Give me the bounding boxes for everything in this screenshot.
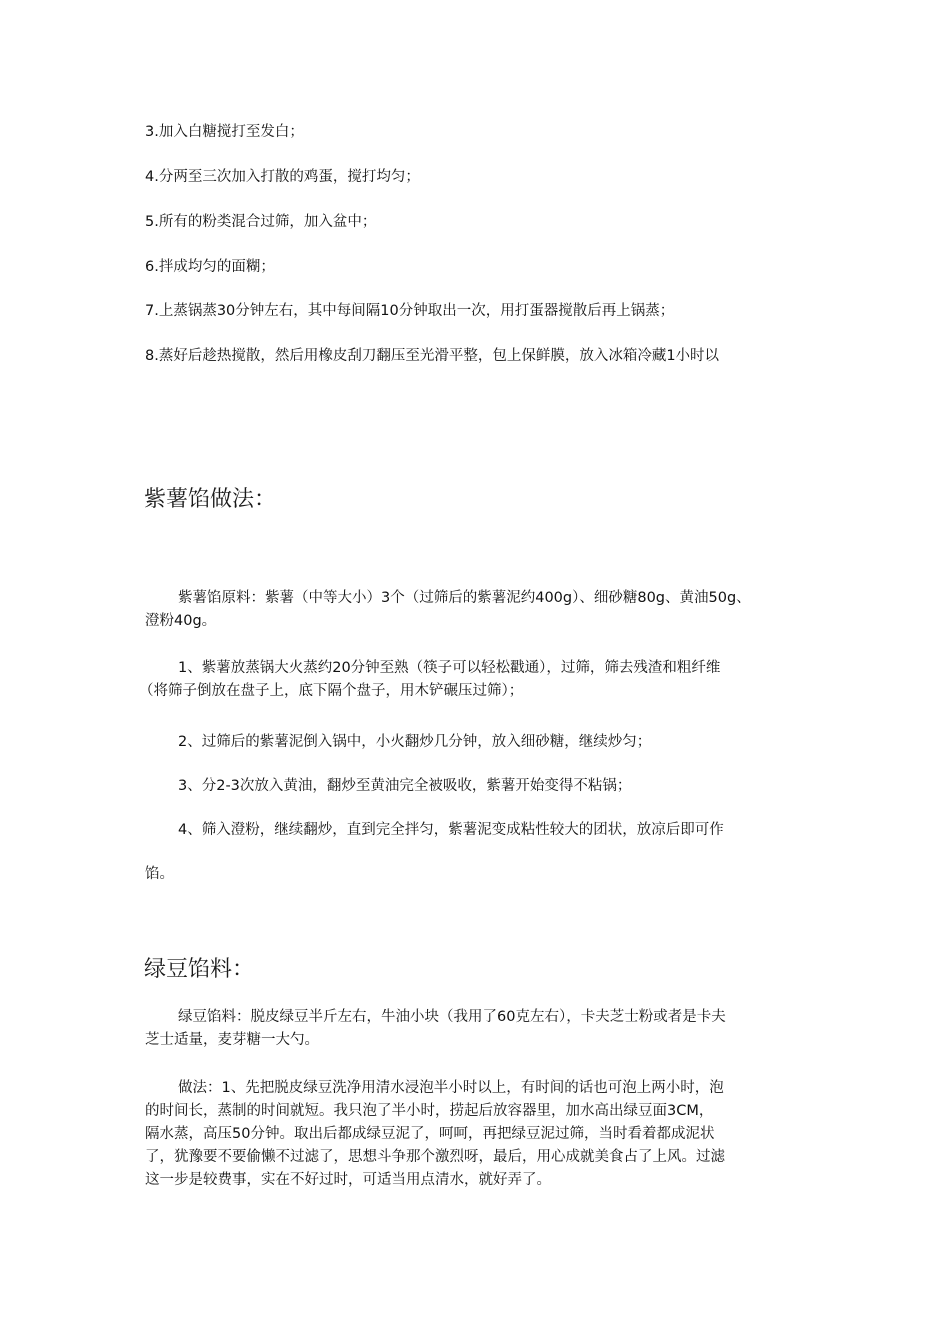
mungbean-method-line-1: 做法：1、先把脱皮绿豆洗净用清水浸泡半小时以上，有时间的话也可泡上两小时，泡 <box>178 1080 724 1096</box>
mungbean-ingredients-line-2: 芝士适量，麦芽糖一大勺。 <box>145 1032 319 1048</box>
step-5: 5.所有的粉类混合过筛，加入盆中； <box>145 214 377 230</box>
mungbean-method-line-2: 的时间长，蒸制的时间就短。我只泡了半小时，捞起后放容器里，加水高出绿豆面3CM， <box>145 1103 714 1119</box>
purple-ingredients-line-2: 澄粉40g。 <box>145 613 217 629</box>
mungbean-ingredients <box>145 1006 810 1052</box>
mungbean-ingredients-line-1: 绿豆馅料：脱皮绿豆半斤左右，牛油小块（我用了60克左右），卡夫芝士粉或者是卡夫 <box>178 1009 726 1025</box>
purple-step-4: 4、筛入澄粉，继续翻炒，直到完全拌匀，紫薯泥变成粘性较大的团状，放凉后即可作 <box>178 822 724 838</box>
purple-ingredients <box>145 587 810 633</box>
mungbean-method-line-3: 隔水蒸，高压50分钟。取出后都成绿豆泥了，呵呵，再把绿豆泥过筛，当时看着都成泥状 <box>145 1126 715 1142</box>
purple-step-2: 2、过筛后的紫薯泥倒入锅中，小火翻炒几分钟，放入细砂糖，继续炒匀； <box>178 734 652 750</box>
mungbean-method-line-4: 了，犹豫要不要偷懒不过滤了，思想斗争那个激烈呀，最后，用心成就美食占了上风。过滤 <box>145 1149 725 1165</box>
purple-potato-heading: 紫薯馅做法： <box>144 487 277 512</box>
mungbean-method-line-5: 这一步是较费事，实在不好过时，可适当用点清水，就好弄了。 <box>145 1172 551 1188</box>
step-7: 7.上蒸锅蒸30分钟左右，其中每间隔10分钟取出一次，用打蛋器搅散后再上锅蒸； <box>145 303 675 319</box>
purple-step-1 <box>139 657 810 703</box>
purple-step-3: 3、分2-3次放入黄油，翻炒至黄油完全被吸收，紫薯开始变得不粘锅； <box>178 778 632 794</box>
step-3: 3.加入白糖搅打至发白； <box>145 124 304 140</box>
purple-step-1-line-1: 1、紫薯放蒸锅大火蒸约20分钟至熟（筷子可以轻松戳通），过筛，筛去残渣和粗纤维 <box>178 660 721 676</box>
step-8: 8.蒸好后趁热搅散，然后用橡皮刮刀翻压至光滑平整，包上保鲜膜，放入冰箱冷藏1小时以 <box>145 348 720 364</box>
step-4: 4.分两至三次加入打散的鸡蛋，搅打均匀； <box>145 169 420 185</box>
purple-ingredients-line-1: 紫薯馅原料：紫薯（中等大小）3个（过筛后的紫薯泥约400g）、细砂糖80g、黄油50g、 <box>178 590 751 606</box>
mungbean-method <box>145 1077 810 1192</box>
step-6: 6.拌成均匀的面糊； <box>145 259 275 275</box>
purple-step-1-line-2: （将筛子倒放在盘子上，底下隔个盘子，用木铲碾压过筛）； <box>139 683 524 699</box>
purple-step-4-end: 馅。 <box>145 866 174 882</box>
mungbean-heading: 绿豆馅料： <box>144 957 255 982</box>
